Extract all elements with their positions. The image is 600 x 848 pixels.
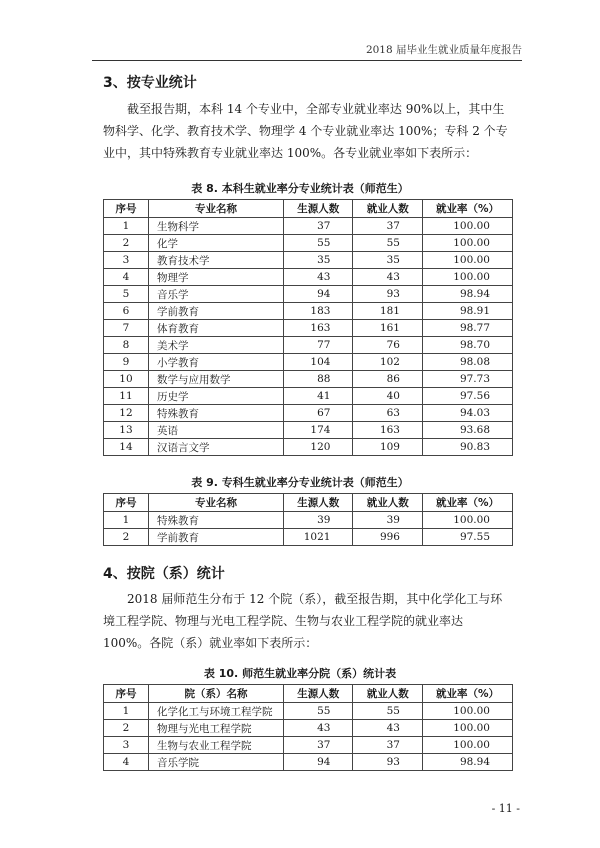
- table-cell: 美术学: [148, 337, 283, 354]
- table-cell: 数学与应用数学: [148, 371, 283, 388]
- table-cell: 43: [353, 269, 423, 286]
- table-cell: 37: [283, 218, 353, 235]
- table-row: [104, 512, 513, 529]
- table-cell: 3: [104, 737, 149, 754]
- table-cell: 35: [353, 252, 423, 269]
- table-row: [104, 529, 513, 546]
- table-header-row: [104, 200, 513, 218]
- table-cell: 98.08: [422, 354, 512, 371]
- table-cell: 教育技术学: [148, 252, 283, 269]
- table-cell: 55: [353, 235, 423, 252]
- table-row: [104, 703, 513, 720]
- section-4-paragraph: 2018 届师范生分布于 12 个院（系），截至报告期，其中化学化工与环境工程学院、物理与光电工程学院、生物与农业工程学院的就业率达 100%。各院（系）就业率如下表所示：: [103, 592, 503, 650]
- table-cell: 174: [283, 422, 353, 439]
- table-cell: 97.55: [422, 529, 512, 546]
- table-row: [104, 737, 513, 754]
- table-cell: 历史学: [148, 388, 283, 405]
- header-title: 2018 届毕业生就业质量年度报告: [365, 44, 522, 56]
- table-cell: 43: [283, 720, 353, 737]
- table-cell: 43: [353, 720, 423, 737]
- table-cell: 37: [353, 218, 423, 235]
- table-cell: 55: [283, 703, 353, 720]
- column-header: 序号: [104, 200, 149, 218]
- column-header: 就业率（%）: [422, 685, 512, 703]
- table-9: [103, 493, 513, 546]
- table-cell: 40: [353, 388, 423, 405]
- table-9-caption: 表 9. 专科生就业率分专业统计表（师范生）: [191, 476, 409, 489]
- table-cell: 生物科学: [148, 218, 283, 235]
- table-cell: 37: [283, 737, 353, 754]
- table-cell: 1: [104, 703, 149, 720]
- table-cell: 37: [353, 737, 423, 754]
- table-cell: 学前教育: [148, 303, 283, 320]
- table-cell: 996: [353, 529, 423, 546]
- table-cell: 特殊教育: [148, 405, 283, 422]
- table-row: [104, 405, 513, 422]
- table-cell: 76: [353, 337, 423, 354]
- table-cell: 12: [104, 405, 149, 422]
- table-8-caption: 表 8. 本科生就业率分专业统计表（师范生）: [191, 182, 409, 195]
- table-cell: 8: [104, 337, 149, 354]
- table-cell: 163: [353, 422, 423, 439]
- column-header: 生源人数: [283, 685, 353, 703]
- table-cell: 35: [283, 252, 353, 269]
- page-number: - 11 -: [491, 802, 520, 815]
- table-cell: 100.00: [422, 703, 512, 720]
- table-cell: 77: [283, 337, 353, 354]
- table-cell: 67: [283, 405, 353, 422]
- table-cell: 英语: [148, 422, 283, 439]
- table-cell: 特殊教育: [148, 512, 283, 529]
- section-3-paragraph: 截至报告期，本科 14 个专业中，全部专业就业率达 90%以上，其中生物科学、化学、教育技术学、物理学 4 个专业就业率达 100%；专科 2 个专业中，其中特殊教育专业就业率达 100%。各专业就业率如下表所示：: [103, 102, 508, 160]
- table-cell: 41: [283, 388, 353, 405]
- column-header: 序号: [104, 685, 149, 703]
- table-cell: 2: [104, 720, 149, 737]
- column-header: 就业率（%）: [422, 494, 512, 512]
- table-cell: 94.03: [422, 405, 512, 422]
- table-cell: 10: [104, 371, 149, 388]
- table-cell: 学前教育: [148, 529, 283, 546]
- table-header-row: [104, 494, 513, 512]
- table-cell: 100.00: [422, 252, 512, 269]
- table-cell: 43: [283, 269, 353, 286]
- page-header: [92, 38, 522, 61]
- table-cell: 98.94: [422, 286, 512, 303]
- table-cell: 1: [104, 218, 149, 235]
- table-cell: 5: [104, 286, 149, 303]
- table-cell: 体育教育: [148, 320, 283, 337]
- table-row: [104, 354, 513, 371]
- column-header: 生源人数: [283, 494, 353, 512]
- column-header: 专业名称: [148, 200, 283, 218]
- table-cell: 100.00: [422, 269, 512, 286]
- table-cell: 181: [353, 303, 423, 320]
- column-header: 专业名称: [148, 494, 283, 512]
- table-cell: 小学教育: [148, 354, 283, 371]
- column-header: 就业人数: [353, 494, 423, 512]
- table-row: [104, 720, 513, 737]
- table-cell: 物理学: [148, 269, 283, 286]
- table-cell: 生物与农业工程学院: [148, 737, 283, 754]
- table-row: [104, 337, 513, 354]
- table-cell: 98.70: [422, 337, 512, 354]
- table-cell: 14: [104, 439, 149, 456]
- column-header: 院（系）名称: [148, 685, 283, 703]
- table-cell: 63: [353, 405, 423, 422]
- table-cell: 98.94: [422, 754, 512, 771]
- table-cell: 1: [104, 512, 149, 529]
- table-row: [104, 320, 513, 337]
- table-cell: 化学化工与环境工程学院: [148, 703, 283, 720]
- table-cell: 93: [353, 754, 423, 771]
- table-cell: 2: [104, 235, 149, 252]
- column-header: 就业人数: [353, 200, 423, 218]
- table-cell: 161: [353, 320, 423, 337]
- table-cell: 100.00: [422, 235, 512, 252]
- table-cell: 183: [283, 303, 353, 320]
- table-cell: 音乐学院: [148, 754, 283, 771]
- section-4-heading: 4、按院（系）统计: [103, 566, 225, 582]
- table-10: [103, 684, 513, 771]
- table-row: [104, 269, 513, 286]
- table-cell: 13: [104, 422, 149, 439]
- table-cell: 11: [104, 388, 149, 405]
- table-cell: 97.73: [422, 371, 512, 388]
- table-cell: 98.77: [422, 320, 512, 337]
- table-cell: 104: [283, 354, 353, 371]
- table-cell: 6: [104, 303, 149, 320]
- table-cell: 39: [283, 512, 353, 529]
- table-cell: 98.91: [422, 303, 512, 320]
- table-row: [104, 252, 513, 269]
- table-row: [104, 439, 513, 456]
- table-8: [103, 199, 513, 456]
- table-cell: 163: [283, 320, 353, 337]
- table-cell: 100.00: [422, 512, 512, 529]
- table-cell: 109: [353, 439, 423, 456]
- table-cell: 2: [104, 529, 149, 546]
- table-cell: 55: [283, 235, 353, 252]
- table-cell: 9: [104, 354, 149, 371]
- table-cell: 100.00: [422, 218, 512, 235]
- table-cell: 97.56: [422, 388, 512, 405]
- table-cell: 39: [353, 512, 423, 529]
- table-cell: 100.00: [422, 720, 512, 737]
- table-cell: 88: [283, 371, 353, 388]
- table-cell: 化学: [148, 235, 283, 252]
- column-header: 就业率（%）: [422, 200, 512, 218]
- table-row: [104, 286, 513, 303]
- table-cell: 93.68: [422, 422, 512, 439]
- table-cell: 4: [104, 754, 149, 771]
- table-cell: 94: [283, 286, 353, 303]
- table-cell: 120: [283, 439, 353, 456]
- table-cell: 94: [283, 754, 353, 771]
- table-row: [104, 218, 513, 235]
- table-cell: 102: [353, 354, 423, 371]
- table-cell: 86: [353, 371, 423, 388]
- column-header: 生源人数: [283, 200, 353, 218]
- table-header-row: [104, 685, 513, 703]
- table-row: [104, 371, 513, 388]
- table-cell: 7: [104, 320, 149, 337]
- table-cell: 音乐学: [148, 286, 283, 303]
- table-row: [104, 422, 513, 439]
- table-row: [104, 754, 513, 771]
- table-cell: 3: [104, 252, 149, 269]
- table-row: [104, 303, 513, 320]
- table-row: [104, 388, 513, 405]
- column-header: 就业人数: [353, 685, 423, 703]
- table-10-caption: 表 10. 师范生就业率分院（系）统计表: [203, 667, 397, 680]
- section-3-heading: 3、按专业统计: [103, 75, 197, 91]
- table-row: [104, 235, 513, 252]
- table-cell: 100.00: [422, 737, 512, 754]
- table-cell: 4: [104, 269, 149, 286]
- table-cell: 93: [353, 286, 423, 303]
- table-cell: 90.83: [422, 439, 512, 456]
- column-header: 序号: [104, 494, 149, 512]
- table-cell: 物理与光电工程学院: [148, 720, 283, 737]
- table-cell: 汉语言文学: [148, 439, 283, 456]
- table-cell: 55: [353, 703, 423, 720]
- table-cell: 1021: [283, 529, 353, 546]
